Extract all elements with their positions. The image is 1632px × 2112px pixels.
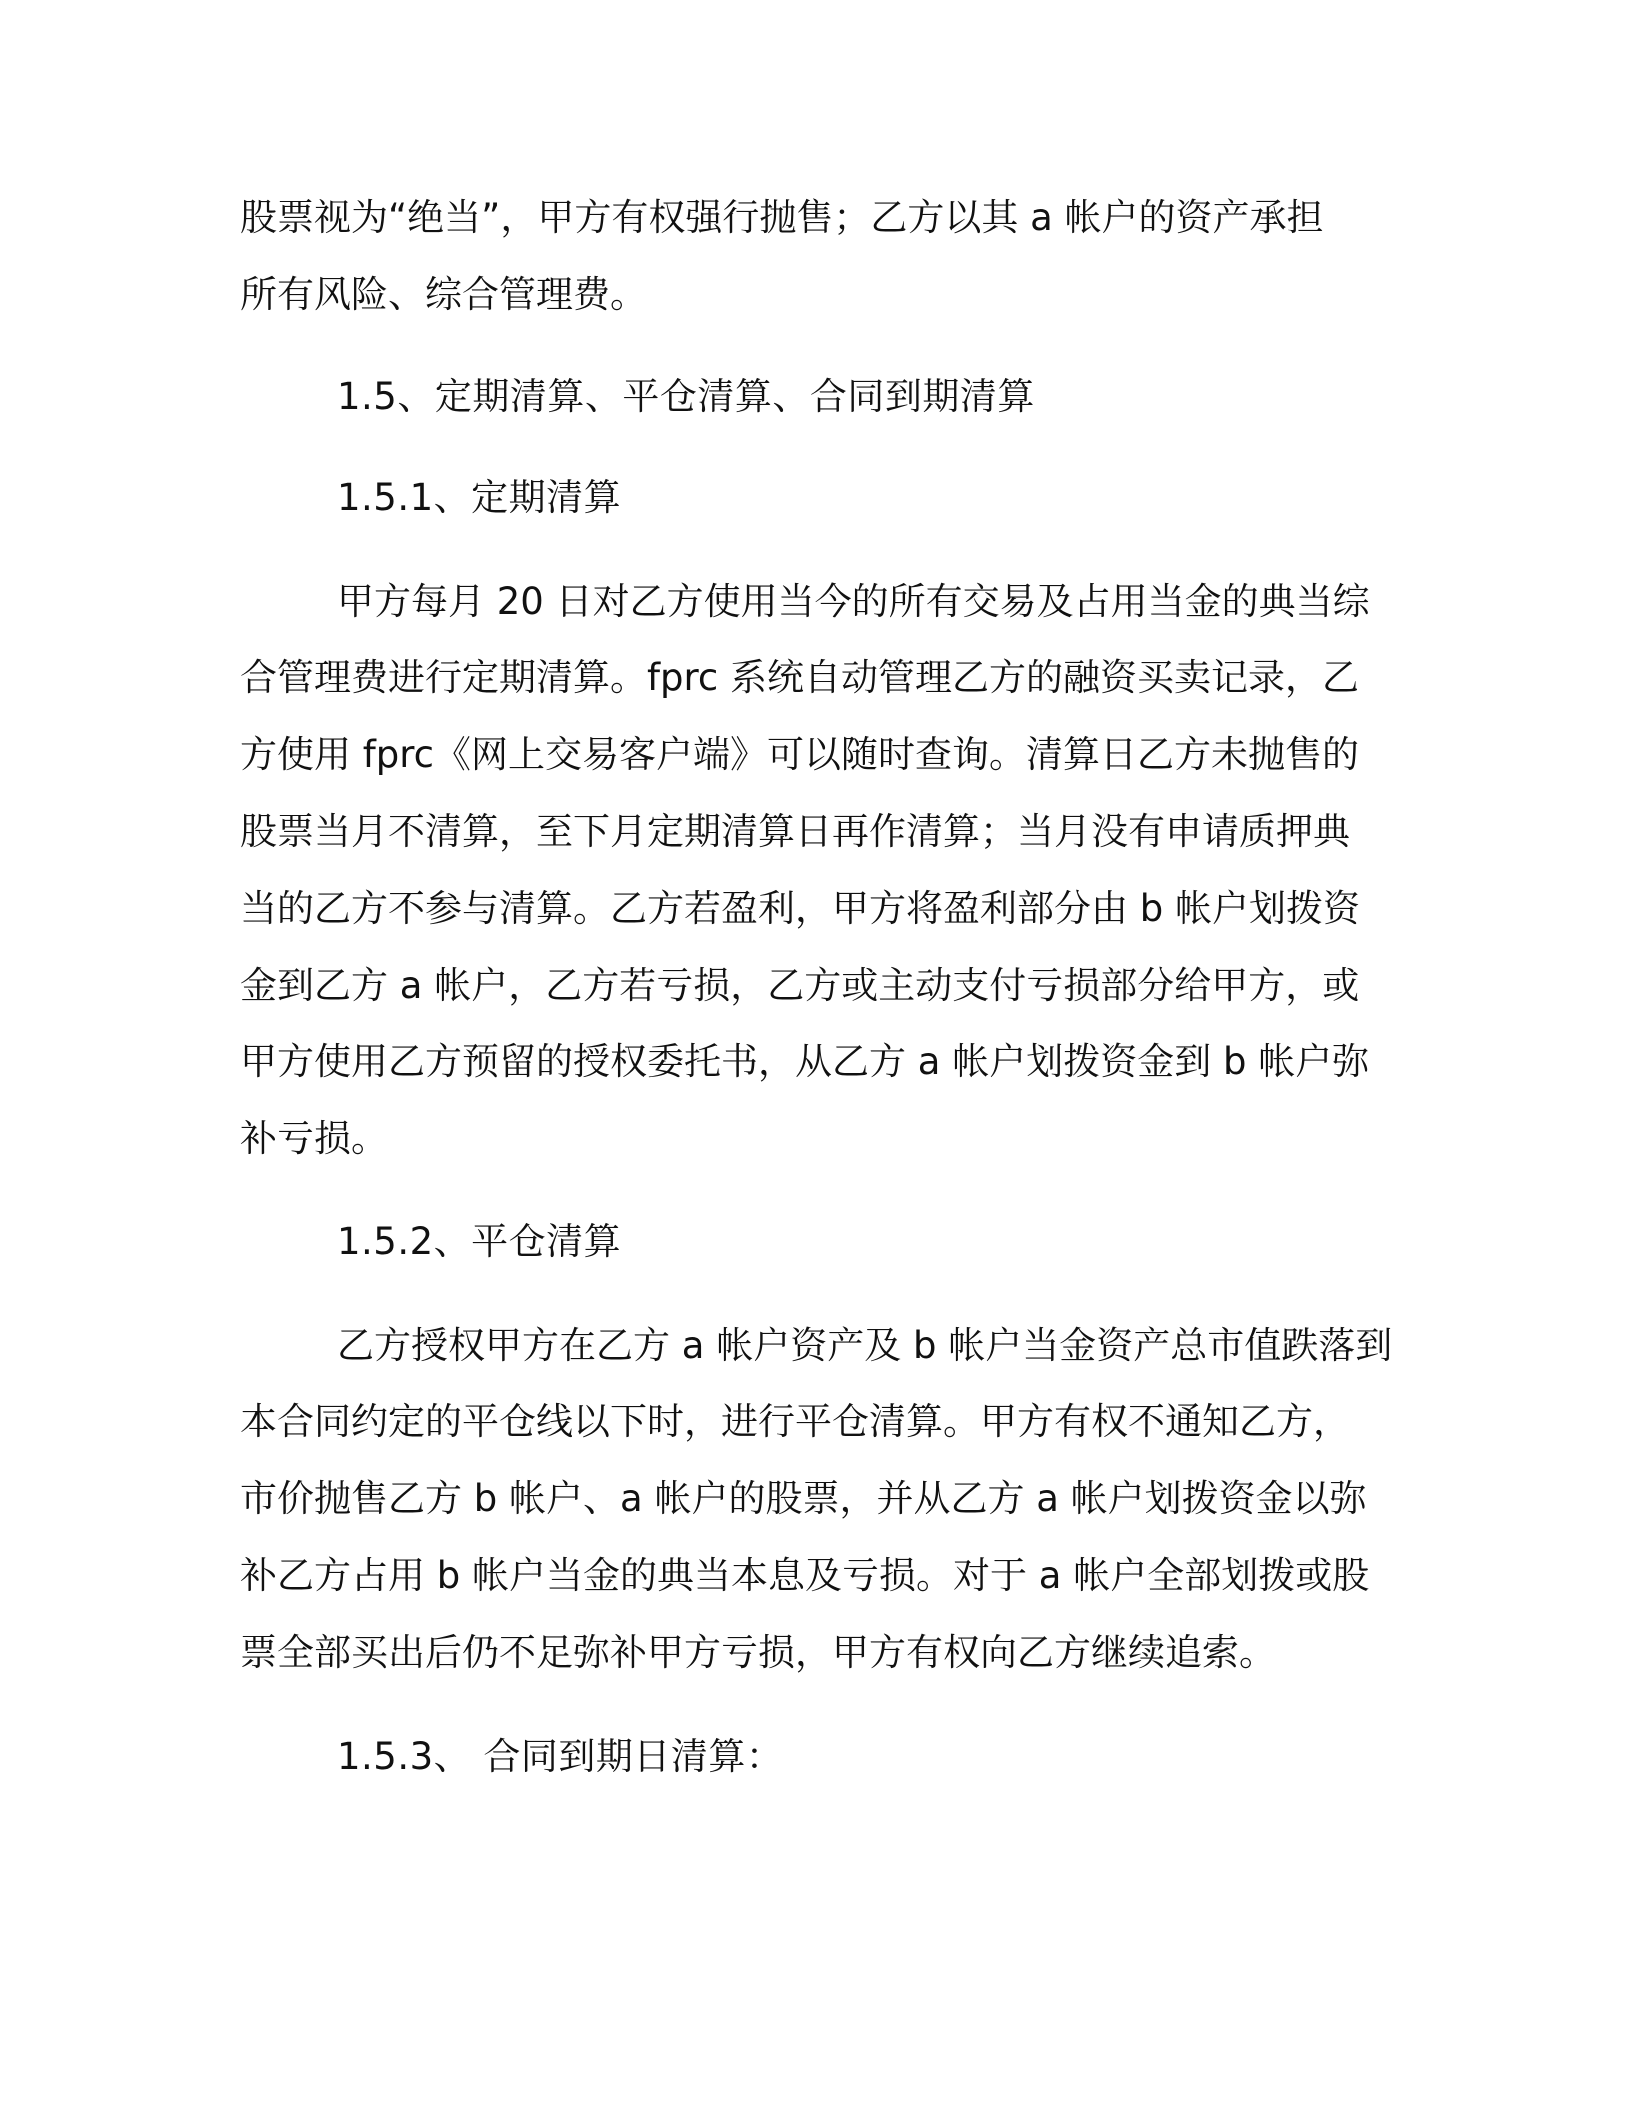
- section-heading-1-5-2: 1.5.2、平仓清算: [337, 1220, 622, 1263]
- text-line: 当的乙方不参与清算。乙方若盈利，甲方将盈利部分由 b 帐户划拨资: [240, 887, 1361, 930]
- text-line: 合管理费进行定期清算。fprc 系统自动管理乙方的融资买卖记录，乙: [240, 656, 1360, 699]
- text-line: 补亏损。: [240, 1117, 388, 1160]
- text-line: 补乙方占用 b 帐户当金的典当本息及亏损。对于 a 帐户全部划拨或股: [240, 1554, 1370, 1597]
- text-line: 本合同约定的平仓线以下时，进行平仓清算。甲方有权不通知乙方，: [240, 1400, 1350, 1443]
- section-heading-1-5-1: 1.5.1、定期清算: [337, 476, 622, 519]
- text-line: 方使用 fprc《网上交易客户端》可以随时查询。清算日乙方未抛售的: [240, 733, 1360, 776]
- text-line: 金到乙方 a 帐户，乙方若亏损，乙方或主动支付亏损部分给甲方，或: [240, 964, 1360, 1007]
- text-line: 股票视为“绝当”，甲方有权强行抛售；乙方以其 a 帐户的资产承担: [240, 196, 1324, 239]
- text-line: 甲方使用乙方预留的授权委托书，从乙方 a 帐户划拨资金到 b 帐户弥: [240, 1040, 1370, 1083]
- text-line: 甲方每月 20 日对乙方使用当今的所有交易及占用当金的典当综: [337, 580, 1370, 623]
- section-heading-1-5-3: 1.5.3、 合同到期日清算：: [337, 1735, 784, 1778]
- text-line: 市价抛售乙方 b 帐户、a 帐户的股票，并从乙方 a 帐户划拨资金以弥: [240, 1477, 1367, 1520]
- text-line: 所有风险、综合管理费。: [240, 273, 647, 316]
- text-line: 乙方授权甲方在乙方 a 帐户资产及 b 帐户当金资产总市值跌落到: [337, 1324, 1393, 1367]
- text-line: 票全部买出后仍不足弥补甲方亏损，甲方有权向乙方继续追索。: [240, 1631, 1276, 1674]
- text-line: 股票当月不清算，至下月定期清算日再作清算；当月没有申请质押典: [240, 810, 1350, 853]
- section-heading-1-5: 1.5、定期清算、平仓清算、合同到期清算: [337, 375, 1035, 418]
